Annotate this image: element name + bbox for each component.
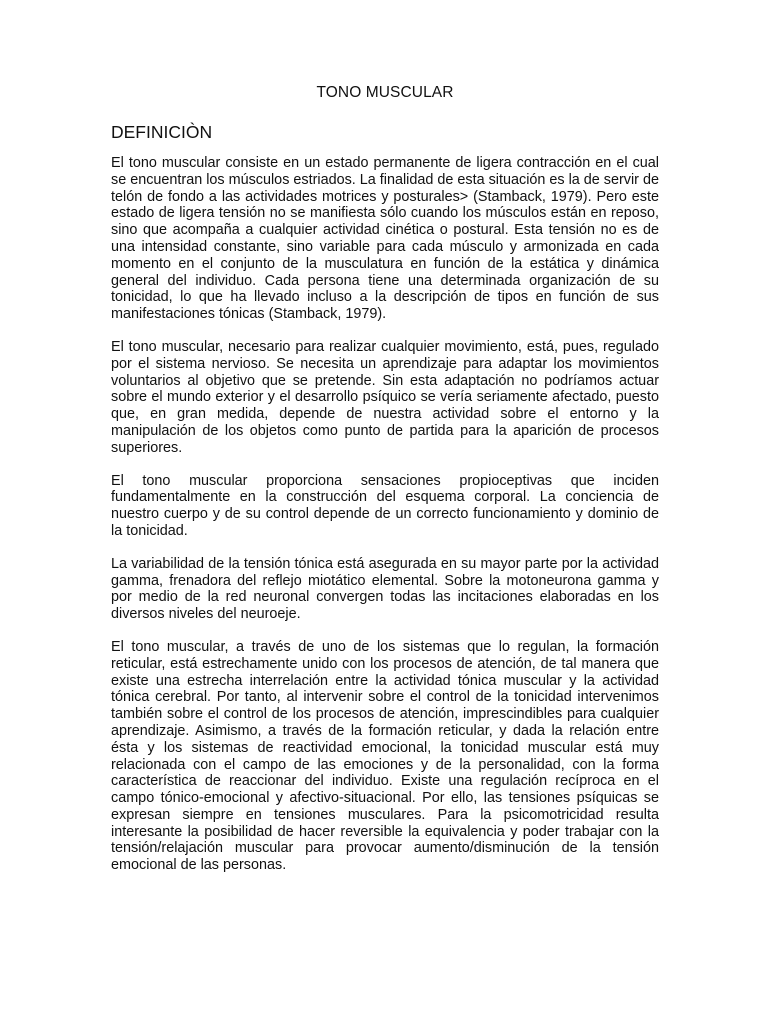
paragraph-3: El tono muscular proporciona sensaciones propioceptivas que inciden fundamentalmente en la construcción del esquema corporal. La conciencia de nuestro cuerpo y de su control depende de un correcto funcionamiento y dominio de la tonicidad. xyxy=(111,472,659,539)
paragraph-1: El tono muscular consiste en un estado permanente de ligera contracción en el cual se encuentran los músculos estriados. La finalidad de esta situación es la de servir de telón de fondo a las actividades motrices y posturales> (Stamback, 1979). Pero este estado de ligera tensión no se manifiesta sólo cuando los músculos están en reposo, sino que acompaña a cualquier actividad cinética o postural. Esta tensión no es de una intensidad constante, sino variable para cada músculo y armonizada en cada momento en el conjunto de la musculatura en función de la estática y dinámica general del individuo. Cada persona tiene una determinada organización de su tonicidad, lo que ha llevado incluso a la descripción de tipos en función de sus manifestaciones tónicas (Stamback, 1979). xyxy=(111,155,659,323)
paragraph-5: El tono muscular, a través de uno de los sistemas que lo regulan, la formación reticular, está estrechamente unido con los procesos de atención, de tal manera que existe una estrecha interrelación entre la actividad tónica muscular y la actividad tónica cerebral. Por tanto, al intervenir sobre el control de la tonicidad intervenimos también sobre el control de los procesos de atención, imprescindibles para cualquier aprendizaje. Asimismo, a través de la formación reticular, y dada la relación entre ésta y los sistemas de reactividad emocional, la tonicidad muscular está muy relacionada con el campo de las emociones y de la personalidad, con la forma característica de reaccionar del individuo. Existe una regulación recíproca en el campo tónico-emocional y afectivo-situacional. Por ello, las tensiones psíquicas se expresan siempre en tensiones musculares. Para la psicomotricidad resulta interesante la posibilidad de hacer reversible la equivalencia y poder trabajar con la tensión/relajación muscular para provocar aumento/disminución de la tensión emocional de las personas. xyxy=(111,638,659,874)
paragraph-4: La variabilidad de la tensión tónica está asegurada en su mayor parte por la actividad gamma, frenadora del reflejo miotático elemental. Sobre la motoneurona gamma y por medio de la red neuronal convergen todas las incitaciones elaboradas en los diversos niveles del neuroeje. xyxy=(111,555,659,623)
document-title: TONO MUSCULAR xyxy=(316,84,454,101)
paragraph-2: El tono muscular, necesario para realizar cualquier movimiento, está, pues, regulado por el sistema nervioso. Se necesita un aprendizaje para adaptar los movimientos voluntarios al objetivo que se pretende. Sin esta adaptación no podríamos actuar sobre el mundo exterior y el desarrollo psíquico se vería seriamente afectado, puesto que, en gran medida, depende de nuestra actividad sobre el entorno y la manipulación de los objetos como punto de partida para la aparición de procesos superiores. xyxy=(111,338,659,456)
section-heading: DEFINICIÒN xyxy=(111,122,213,142)
